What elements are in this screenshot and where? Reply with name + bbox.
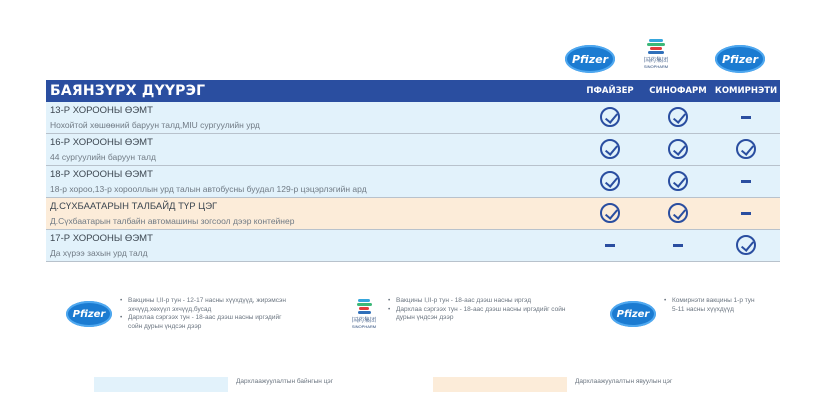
check-circle-icon (600, 139, 620, 159)
dash-icon (741, 212, 751, 215)
dash-icon (741, 180, 751, 183)
legend-daily-label: Дархлаажуулалтын байнгын цэг (236, 378, 334, 385)
check-circle-icon (736, 139, 756, 159)
note-pfizer-item: • Дархлаа сэргээх тун - 18-аас дээш насны иргэдийг сойн дурын үндсэн дээр (120, 314, 292, 331)
availability-cell (598, 170, 622, 194)
legend-mobile-swatch (433, 377, 567, 392)
dash-icon (673, 244, 683, 247)
pfizer-logo: Pfizer (564, 44, 616, 74)
note-sinopharm (348, 297, 588, 329)
pfizer-logo: Pfizer (66, 301, 112, 327)
check-circle-icon (668, 203, 688, 223)
table-row (46, 198, 780, 230)
note-sinopharm-item: • Вакцины I,II-р тун - 18-аас дээш насны иргэд (388, 297, 568, 306)
table-row (46, 102, 780, 134)
district-title: БАЯНЗҮРХ ДҮҮРЭГ (50, 83, 206, 99)
legend-mobile-label: Дархлаажуулалтын явуулын цэг (575, 378, 673, 385)
availability-cell (666, 138, 690, 162)
table-row (46, 166, 780, 198)
note-pfizer-item: • Вакцины I,II-р тун - 12-17 насны хүүхдүүд, жирэмсэн эхчүүд,хөхүүл эхчүүд,бусад (120, 297, 292, 314)
availability-cell (734, 138, 758, 162)
availability-cell (666, 106, 690, 130)
check-circle-icon (600, 171, 620, 191)
check-circle-icon (736, 235, 756, 255)
availability-cell (666, 234, 690, 258)
availability-cell (734, 234, 758, 258)
availability-cell (734, 170, 758, 194)
availability-cell (734, 202, 758, 226)
vaccination-table (46, 80, 780, 262)
check-circle-icon (668, 107, 688, 127)
col-comirnaty: КОМИРНЭТИ (714, 86, 778, 96)
legend-daily-swatch (94, 377, 228, 392)
availability-cell (598, 138, 622, 162)
location-title: 16-Р ХОРООНЫ ӨЭМТ (50, 137, 153, 148)
check-circle-icon (600, 107, 620, 127)
location-address: 18-р хороо,13-р хорооллын урд талын автобусны буудал 129-р цэцэрлэгийн ард (50, 184, 367, 194)
table-row (46, 134, 780, 166)
table-header (46, 80, 780, 102)
check-circle-icon (600, 203, 620, 223)
sinopharm-logo: 国药集团 SINOPHARM (630, 34, 682, 74)
sinopharm-logo: 国药集团 SINOPHARM (348, 299, 380, 329)
availability-cell (666, 202, 690, 226)
sinopharm-mark-icon (647, 39, 665, 54)
location-address: 44 сургуулийн баруун талд (50, 152, 156, 162)
location-title: 13-Р ХОРООНЫ ӨЭМТ (50, 105, 153, 116)
table-row (46, 230, 780, 262)
sinopharm-mark-icon (357, 299, 372, 314)
note-sinopharm-item: • Дархлаа сэргээх тун - 18-аас дээш насны иргэдийг сойн дурын үндсэн дээр (388, 306, 568, 323)
location-address: Нохойтой хөшөөний баруун талд,MIU сургуулийн урд (50, 120, 260, 130)
availability-cell (598, 234, 622, 258)
availability-cell (598, 106, 622, 130)
note-pfizer (66, 297, 296, 331)
note-comirnaty-item: • Комирнэти вакцины 1-р тун 5-11 насны хүүхдүүд (664, 297, 762, 314)
check-circle-icon (668, 139, 688, 159)
check-circle-icon (668, 171, 688, 191)
location-title: Д.СҮХБААТАРЫН ТАЛБАЙД ТҮР ЦЭГ (50, 201, 218, 212)
dash-icon (741, 116, 751, 119)
availability-cell (666, 170, 690, 194)
location-address: Да хүрээ захын урд талд (50, 248, 148, 258)
col-pfizer: ПФАЙЗЕР (586, 86, 634, 96)
availability-cell (598, 202, 622, 226)
availability-cell (734, 106, 758, 130)
note-comirnaty (610, 297, 770, 327)
dash-icon (605, 244, 615, 247)
location-title: 18-Р ХОРООНЫ ӨЭМТ (50, 169, 153, 180)
location-address: Д.Сүхбаатарын талбайн автомашины зогсоол дээр контейнер (50, 216, 295, 226)
pfizer-comirnaty-logo: Pfizer (714, 44, 766, 74)
location-title: 17-Р ХОРООНЫ ӨЭМТ (50, 233, 153, 244)
col-sinopharm: СИНОФАРМ (649, 86, 707, 96)
pfizer-logo: Pfizer (610, 301, 656, 327)
